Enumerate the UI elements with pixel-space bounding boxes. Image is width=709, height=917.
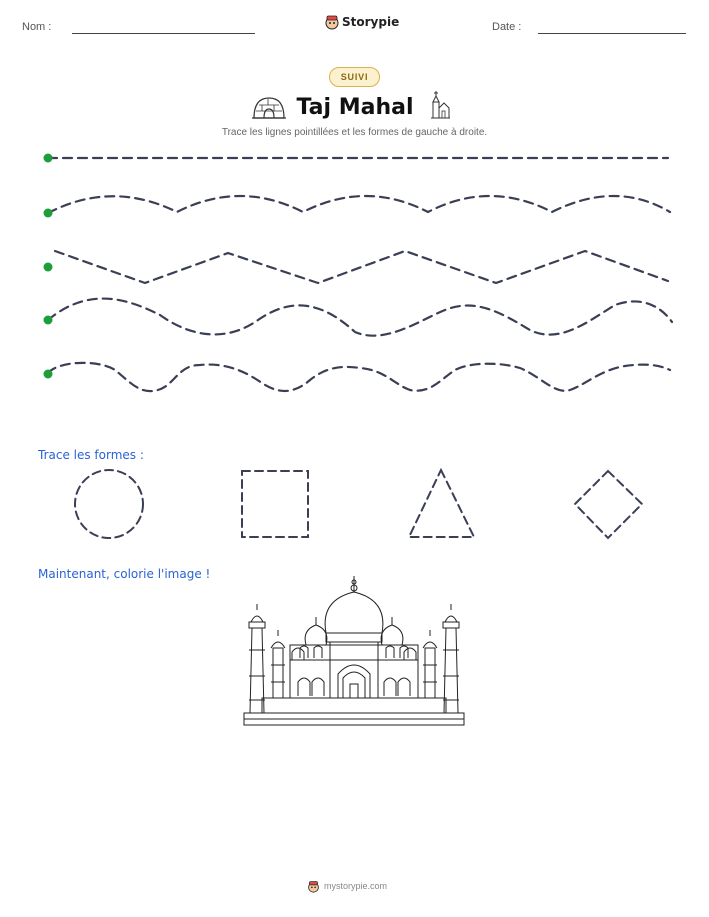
trace-triangle[interactable] (409, 470, 474, 537)
taj-mahal-coloring-image[interactable] (244, 576, 464, 725)
tracing-line-zigzag[interactable] (55, 251, 668, 283)
date-label: Date : (492, 21, 522, 33)
name-label: Nom : (22, 21, 52, 33)
tracing-line-curly-wave[interactable] (48, 363, 670, 391)
tracing-line-smooth-wave[interactable] (48, 196, 670, 213)
page-title: Taj Mahal (296, 95, 414, 120)
trace-circle[interactable] (75, 470, 143, 538)
start-dot-1 (44, 154, 53, 163)
trace-diamond[interactable] (575, 471, 642, 538)
brand-name: Storypie (342, 15, 400, 29)
start-dot-5 (44, 370, 53, 379)
tracing-line-wave[interactable] (48, 299, 672, 336)
start-dot-4 (44, 316, 53, 325)
storypie-mascot-icon (307, 880, 320, 893)
coloring-section-label: Maintenant, colorie l'image ! (38, 567, 211, 581)
trace-square[interactable] (242, 471, 308, 537)
level-badge: SUIVI (329, 67, 380, 87)
footer-url[interactable]: mystorypie.com (324, 881, 388, 891)
shapes-section-label: Trace les formes : (38, 448, 144, 462)
instructions-text: Trace les lignes pointillées et les formes de gauche à droite. (221, 127, 488, 138)
start-dot-3 (44, 263, 53, 272)
start-dot-2 (44, 209, 53, 218)
footer (307, 880, 407, 894)
